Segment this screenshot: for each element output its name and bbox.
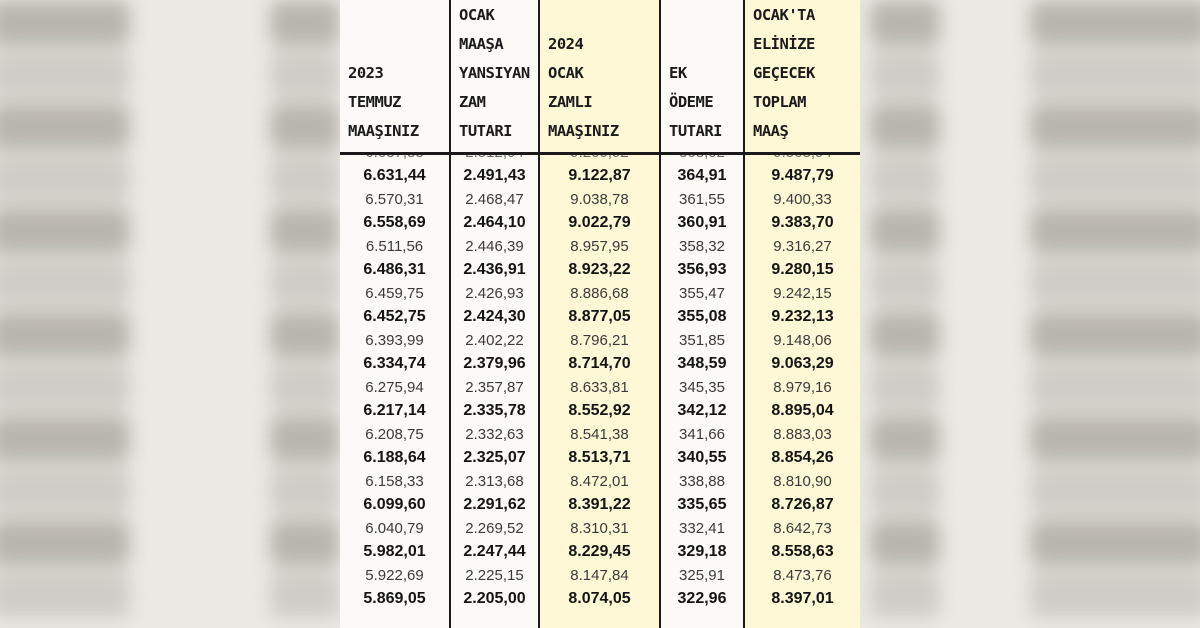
table-cell: 6.459,75 — [365, 284, 424, 302]
header-2023-july-salary — [340, 0, 451, 152]
table-cell: 5.982,01 — [363, 543, 426, 560]
table-cell: 6.511,56 — [365, 237, 424, 255]
header-line: OCAK — [548, 64, 584, 82]
table-cell: 6.334,74 — [363, 355, 426, 372]
header-line: OCAK — [459, 6, 495, 24]
table-cell: 9.487,79 — [771, 167, 834, 184]
table-cell: 8.714,70 — [568, 355, 631, 372]
header-total-salary — [745, 0, 860, 152]
blurred-background-left — [0, 0, 340, 628]
table-cell: 8.633,81 — [570, 378, 629, 396]
table-cell: 2.424,30 — [463, 308, 526, 325]
header-line: TEMMUZ — [348, 93, 401, 111]
table-cell: 355,08 — [677, 308, 727, 325]
table-cell: 348,59 — [677, 355, 727, 372]
table-cell: 6.275,94 — [365, 378, 424, 396]
table-cell: 2.205,00 — [463, 590, 526, 607]
table-cell: 9.232,13 — [771, 308, 834, 325]
table-cell: 342,12 — [677, 402, 727, 419]
table-cell: 345,35 — [679, 378, 725, 396]
table-cell: 2.446,39 — [465, 237, 524, 255]
table-cell: 2.464,10 — [463, 214, 526, 231]
table-cell: 8.552,92 — [568, 402, 631, 419]
header-extra-payment — [661, 0, 745, 152]
column-extra-payment — [661, 148, 745, 628]
table-cell: 364,91 — [677, 167, 727, 184]
table-cell: 5.869,05 — [363, 590, 426, 607]
table-cell: 335,65 — [677, 496, 727, 513]
table-cell: 325,91 — [679, 566, 725, 584]
table-cell: 2.468,47 — [465, 190, 524, 208]
table-cell: 8.310,31 — [570, 519, 629, 537]
header-raise-amount — [451, 0, 540, 152]
table-cell: 2.332,63 — [465, 425, 524, 443]
table-cell: 2.426,93 — [465, 284, 524, 302]
table-cell: 6.040,79 — [365, 519, 424, 537]
table-cell: 8.810,90 — [773, 472, 832, 490]
table-cell: 8.979,16 — [773, 378, 832, 396]
table-cell: 8.147,84 — [570, 566, 629, 584]
table-cell: 2.313,68 — [465, 472, 524, 490]
table-cell: 6.208,75 — [365, 425, 424, 443]
table-cell: 8.886,68 — [570, 284, 629, 302]
table-cell: 8.923,22 — [568, 261, 631, 278]
header-line: YANSIYAN — [459, 64, 530, 82]
table-cell: 9.383,70 — [771, 214, 834, 231]
table-cell: 8.513,71 — [568, 449, 631, 466]
table-cell: 6.188,64 — [363, 449, 426, 466]
header-line: 2024 — [548, 35, 584, 53]
header-line: ZAM — [459, 93, 486, 111]
blurred-column — [870, 0, 940, 628]
table-cell: 2.491,43 — [463, 167, 526, 184]
table-cell: 358,32 — [679, 237, 725, 255]
table-cell: 2.291,62 — [463, 496, 526, 513]
table-cell: 341,66 — [679, 425, 725, 443]
table-cell: 9.122,87 — [568, 167, 631, 184]
header-line: EK — [669, 64, 687, 82]
table-cell: 2.402,22 — [465, 331, 524, 349]
table-cell: 9.316,27 — [773, 237, 832, 255]
table-cell: 8.957,95 — [570, 237, 629, 255]
table-cell: 361,55 — [679, 190, 725, 208]
blurred-column — [1030, 0, 1200, 628]
table-cell: 8.726,87 — [771, 496, 834, 513]
table-cell: 332,41 — [679, 519, 725, 537]
table-cell: 2.247,44 — [463, 543, 526, 560]
table-cell: 360,91 — [677, 214, 727, 231]
header-line: MAAŞA — [459, 35, 504, 53]
header-line: MAAŞ — [753, 122, 789, 140]
table-cell: 9.400,33 — [773, 190, 832, 208]
header-line: TOPLAM — [753, 93, 806, 111]
table-cell: 2.436,91 — [463, 261, 526, 278]
column-total-salary — [745, 148, 860, 628]
table-cell: 6.558,69 — [363, 214, 426, 231]
table-body — [340, 148, 860, 628]
table-cell: 6.452,75 — [363, 308, 426, 325]
table-cell: 9.022,79 — [568, 214, 631, 231]
header-line: ZAMLI — [548, 93, 593, 111]
table-cell: 9.148,06 — [773, 331, 832, 349]
table-cell: 2.269,52 — [465, 519, 524, 537]
table-cell: 8.074,05 — [568, 590, 631, 607]
table-cell: 8.229,45 — [568, 543, 631, 560]
table-cell: 5.922,69 — [365, 566, 424, 584]
table-cell: 351,85 — [679, 331, 725, 349]
table-cell: 8.883,03 — [773, 425, 832, 443]
header-line: MAAŞINIZ — [548, 122, 619, 140]
table-cell: 6.217,14 — [363, 402, 426, 419]
table-cell: 9.242,15 — [773, 284, 832, 302]
table-cell: 8.391,22 — [568, 496, 631, 513]
blurred-column — [0, 0, 130, 628]
column-2023-july-salary — [340, 148, 451, 628]
table-header — [340, 0, 860, 155]
header-line: TUTARI — [459, 122, 512, 140]
table-cell: 2.379,96 — [463, 355, 526, 372]
table-cell: 2.357,87 — [465, 378, 524, 396]
table-cell: 2.335,78 — [463, 402, 526, 419]
table-cell: 322,96 — [677, 590, 727, 607]
table-cell: 355,47 — [679, 284, 725, 302]
table-cell: 8.642,73 — [773, 519, 832, 537]
table-cell: 8.895,04 — [771, 402, 834, 419]
table-cell: 338,88 — [679, 472, 725, 490]
table-cell: 2.325,07 — [463, 449, 526, 466]
table-cell: 9.280,15 — [771, 261, 834, 278]
table-cell: 8.541,38 — [570, 425, 629, 443]
header-2024-january-salary — [540, 0, 661, 152]
table-cell: 9.063,29 — [771, 355, 834, 372]
table-cell: 6.570,31 — [365, 190, 424, 208]
table-cell: 356,93 — [677, 261, 727, 278]
table-cell: 6.393,99 — [365, 331, 424, 349]
column-2024-january-salary — [540, 148, 661, 628]
header-line: GEÇECEK — [753, 64, 815, 82]
header-line: 2023 — [348, 64, 384, 82]
table-cell: 2.225,15 — [465, 566, 524, 584]
table-cell: 8.558,63 — [771, 543, 834, 560]
column-raise-amount — [451, 148, 540, 628]
table-cell: 340,55 — [677, 449, 727, 466]
table-cell: 6.158,33 — [365, 472, 424, 490]
table-cell: 8.473,76 — [773, 566, 832, 584]
table-cell: 8.472,01 — [570, 472, 629, 490]
blurred-background-right — [860, 0, 1200, 628]
header-line: ELİNİZE — [753, 35, 815, 53]
header-line: TUTARI — [669, 122, 722, 140]
table-cell: 8.796,21 — [570, 331, 629, 349]
header-line: MAAŞINIZ — [348, 122, 419, 140]
table-cell: 6.099,60 — [363, 496, 426, 513]
header-line: OCAK'TA — [753, 6, 815, 24]
table-cell: 8.854,26 — [771, 449, 834, 466]
table-cell: 329,18 — [677, 543, 727, 560]
table-cell: 8.397,01 — [771, 590, 834, 607]
table-cell: 6.486,31 — [363, 261, 426, 278]
header-line: ÖDEME — [669, 93, 714, 111]
blurred-column — [270, 0, 340, 628]
salary-table — [340, 0, 860, 628]
table-cell: 9.038,78 — [570, 190, 629, 208]
table-cell: 8.877,05 — [568, 308, 631, 325]
table-cell: 6.631,44 — [363, 167, 426, 184]
